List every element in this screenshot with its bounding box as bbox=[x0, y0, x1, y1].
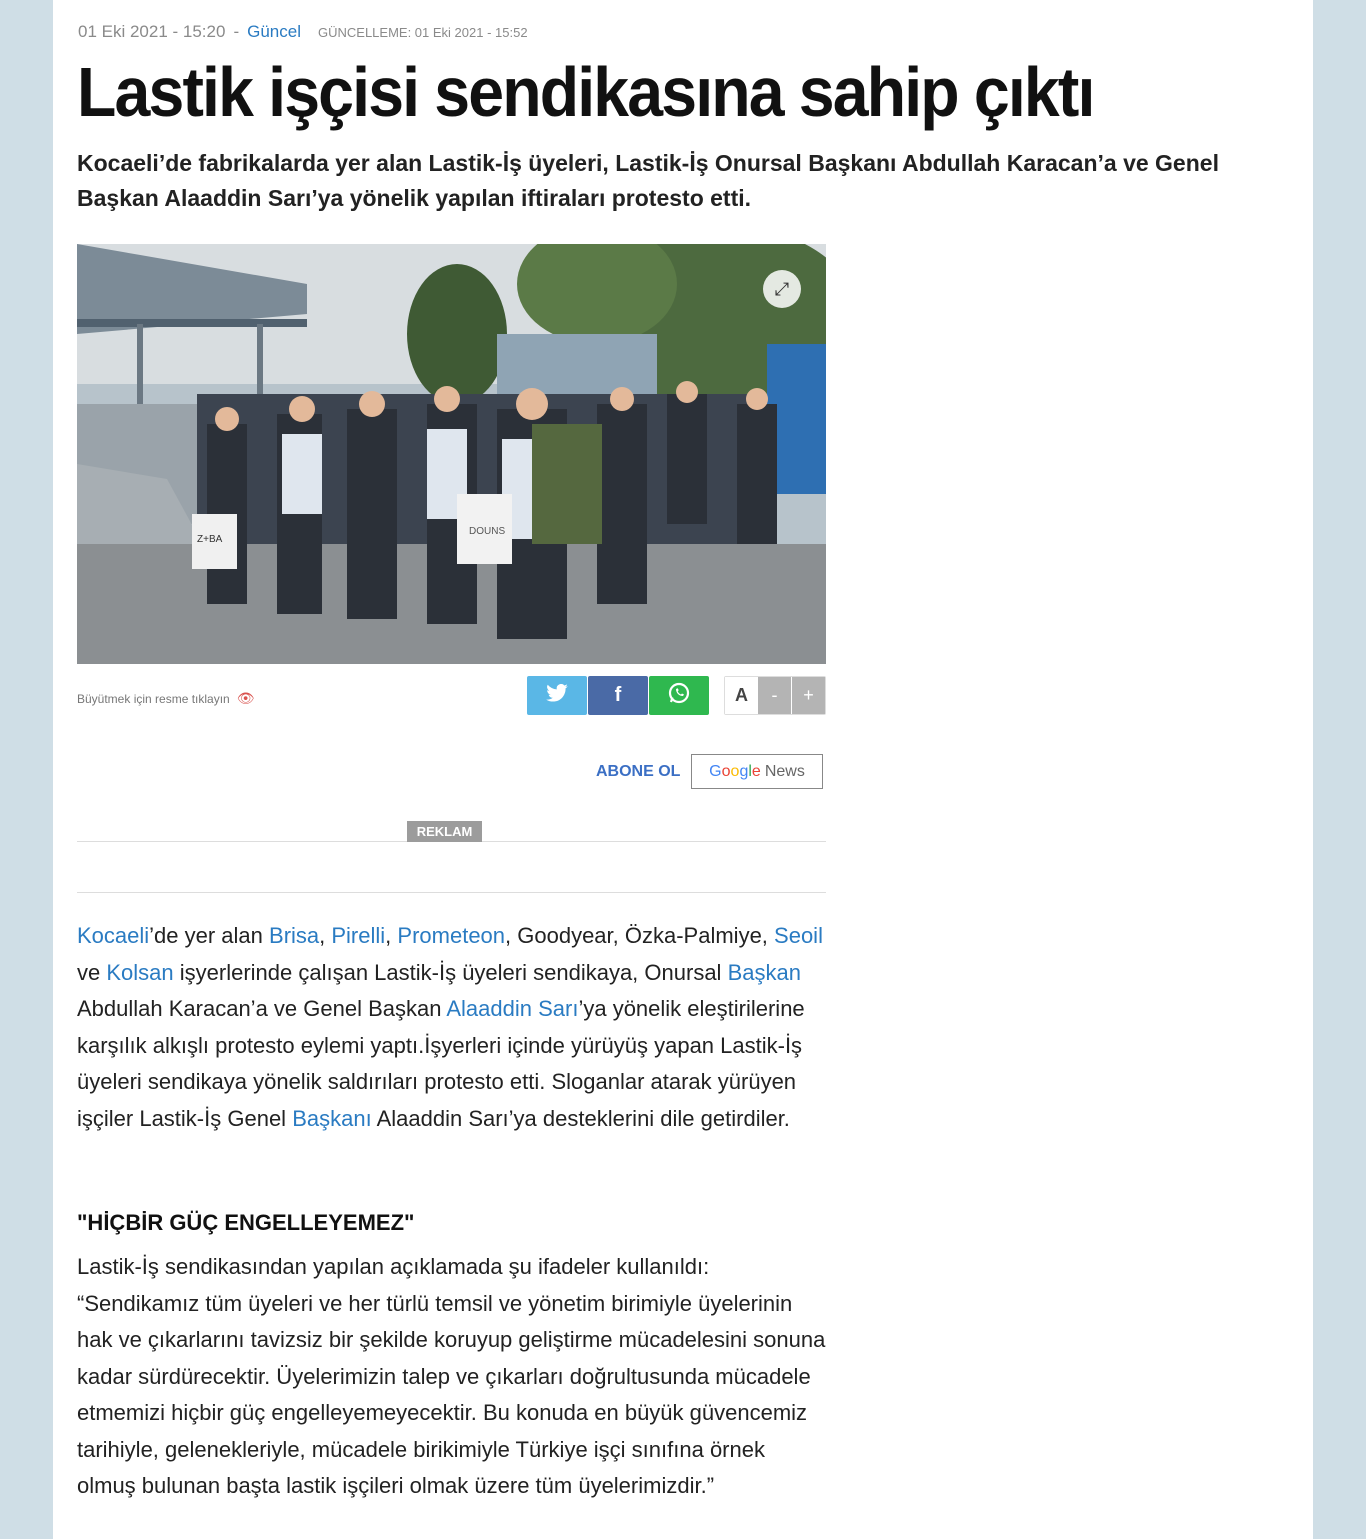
article-paragraph-1 bbox=[77, 918, 827, 1137]
font-increase-button[interactable]: + bbox=[791, 677, 825, 714]
paragraph-text: , bbox=[319, 923, 332, 948]
article-subheading: "HİÇBİR GÜÇ ENGELLEYEMEZ" bbox=[77, 1210, 415, 1235]
category-link[interactable]: Güncel bbox=[247, 22, 301, 41]
enlarge-hint bbox=[77, 690, 255, 707]
twitter-icon bbox=[546, 684, 568, 708]
paragraph-text: ’de yer alan bbox=[149, 923, 270, 948]
paragraph-text: işyerlerinde çalışan Lastik-İş üyeleri sendikaya, Onursal bbox=[173, 959, 728, 985]
inline-tag-link[interactable]: Başkanı bbox=[292, 1105, 372, 1131]
bag-text-zba: Z+BA bbox=[197, 534, 223, 545]
protest-photo bbox=[77, 244, 826, 664]
font-size-controls bbox=[724, 676, 826, 715]
google-logo-letter: e bbox=[751, 762, 761, 780]
whatsapp-share-button[interactable] bbox=[649, 676, 709, 715]
article-paragraph-2: Lastik-İş sendikasından yapılan açıklamada şu ifadeler kullanıldı: “Sendikamız tüm üyeleri ve her türlü temsil ve yönetim birimiyle üyelerinin hak ve çıkarlarını tavizsiz bir şekilde koruyup geliştirme mücadelesini sonuna kadar sürdürecektir. Üyelerimizin talep ve çıkarları doğrultusunda mücadele etmemizi hiçbir güç engelleyemeyecektir. Bu konuda en büyük güvencemiz tarihiyle, gelenekleriyle, mücadele birikimiyle Türkiye işçi sınıfına örnek olmuş bulunan başta lastik işçileri olmak üzere tüm üyelerimizdir.” bbox=[77, 1254, 826, 1498]
inline-tag-link[interactable]: Alaaddin Sarı bbox=[446, 996, 579, 1021]
font-reset-button[interactable]: A bbox=[725, 677, 758, 714]
font-decrease-button[interactable]: - bbox=[758, 677, 791, 714]
paragraph-text: ve bbox=[77, 959, 107, 985]
google-news-label: News bbox=[764, 762, 805, 780]
paragraph-text: , Goodyear, Özka-Palmiye, bbox=[505, 923, 775, 948]
subscribe-label[interactable]: ABONE OL bbox=[596, 763, 681, 780]
google-logo-letter: l bbox=[748, 762, 752, 780]
bag-text-douns: DOUNS bbox=[469, 526, 506, 537]
inline-tag-link[interactable]: Seoil bbox=[774, 923, 823, 948]
google-logo-letter: o bbox=[721, 762, 731, 780]
inline-tag-link[interactable]: Prometeon bbox=[397, 923, 506, 948]
inline-tag-link[interactable]: Brisa bbox=[269, 923, 320, 948]
article-image[interactable] bbox=[77, 244, 826, 664]
google-logo-letter: g bbox=[739, 762, 749, 780]
inline-tag-link[interactable]: Kocaeli bbox=[77, 923, 150, 948]
article-meta bbox=[78, 20, 528, 44]
paragraph-text: , bbox=[385, 923, 398, 948]
google-logo-letter: o bbox=[730, 762, 740, 780]
expand-icon: ⤢ bbox=[774, 278, 790, 299]
update-date: GÜNCELLEME: 01 Eki 2021 - 15:52 bbox=[318, 24, 528, 40]
twitter-share-button[interactable] bbox=[527, 676, 587, 715]
inline-tag-link[interactable]: Başkan bbox=[727, 959, 801, 985]
enlarge-hint-text: Büyütmek için resme tıklayın bbox=[77, 691, 230, 706]
ad-label: REKLAM bbox=[407, 821, 482, 842]
inline-tag-link[interactable]: Kolsan bbox=[106, 959, 174, 985]
paragraph-text: ’ya yönelik eleştirilerine karşılık alkışlı protesto eylemi yaptı.İşyerleri içinde yürüyüş yapan Lastik-İş üyeleri sendikaya yönelik saldırıları protesto etti. Sloganlar atarak yürüyen işçiler Lastik-İş Genel bbox=[77, 996, 805, 1131]
paragraph-text: Abdullah Karacan’a ve Genel Başkan bbox=[77, 996, 447, 1021]
google-news-button[interactable] bbox=[691, 754, 823, 789]
facebook-share-button[interactable] bbox=[588, 676, 648, 715]
article-spot: Kocaeli’de fabrikalarda yer alan Lastik-İş üyeleri, Lastik-İş Onursal Başkanı Abdullah Karacan’a ve Genel Başkan Alaaddin Sarı’ya yönelik yapılan iftiraları protesto etti. bbox=[77, 150, 1219, 211]
headline: Lastik işçisi sendikasına sahip çıktı bbox=[77, 53, 1094, 131]
paragraph-text: Alaaddin Sarı’ya desteklerini dile getirdiler. bbox=[371, 1105, 790, 1131]
expand-image-button[interactable] bbox=[763, 270, 801, 308]
ad-divider-bottom bbox=[77, 892, 826, 893]
article-page bbox=[53, 0, 1313, 1539]
whatsapp-icon bbox=[667, 681, 691, 711]
publish-date: 01 Eki 2021 - 15:20 bbox=[78, 22, 226, 41]
facebook-icon: f bbox=[614, 684, 622, 706]
google-logo-letter: G bbox=[709, 762, 722, 780]
inline-tag-link[interactable]: Pirelli bbox=[331, 923, 386, 948]
eye-icon: 👁 bbox=[236, 690, 255, 706]
meta-separator: - bbox=[233, 22, 240, 41]
